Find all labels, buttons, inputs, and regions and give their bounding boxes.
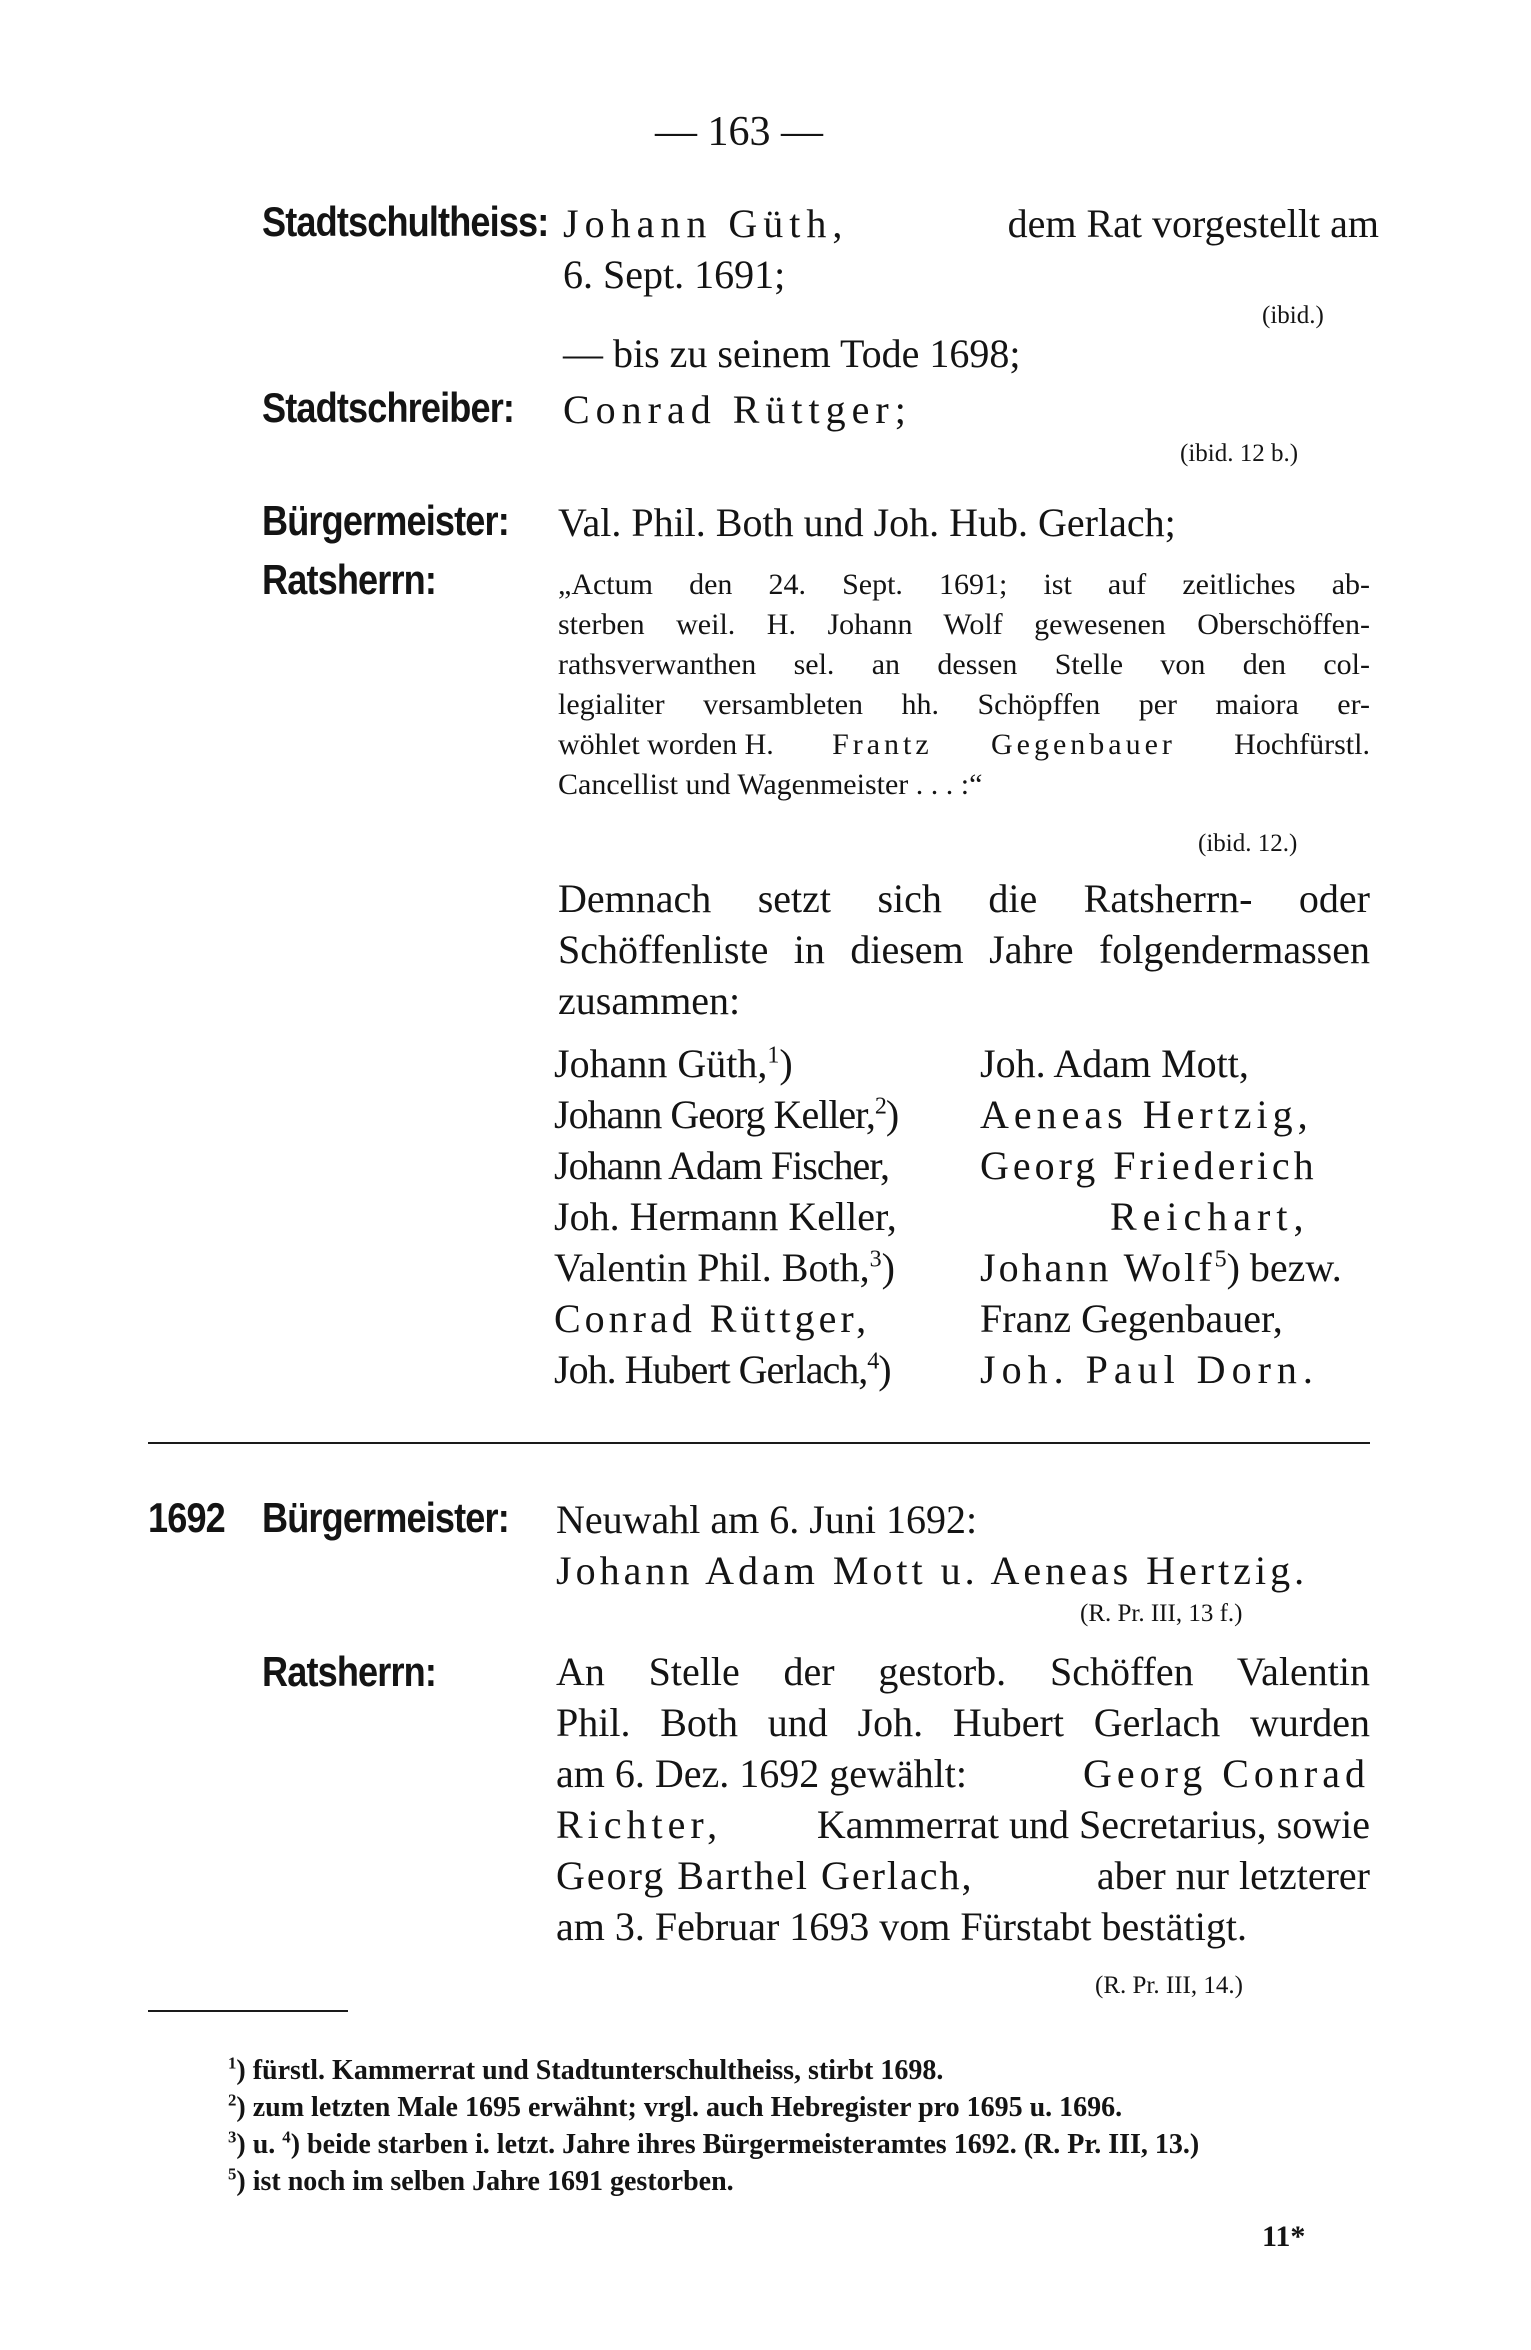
list-item: Johann Güth,$^1$) [554, 1041, 793, 1086]
section-divider [148, 1442, 1370, 1444]
demnach-line: Schöffenliste in diesem Jahre folgendermassen [558, 927, 1370, 972]
name-frantz: Frantz [832, 728, 933, 761]
signature-mark: 11* [1262, 2220, 1306, 2253]
rat-line: An Stelle der gestorb. Schöffen Valentin [556, 1649, 1370, 1694]
label-buergermeister-2: Bürgermeister: [262, 1494, 509, 1541]
footnote-divider [148, 2010, 348, 2012]
label-stadtschreiber: Stadtschreiber: [262, 384, 515, 431]
ratsherrn-1692-paragraph [556, 1646, 1370, 1952]
list-right-column [980, 1038, 1380, 1395]
footnote: $^3$) u. $^4$) beide starben i. letzt. Jahre ihres Bürgermeisteramtes 1692. (R. Pr. III, 13.) [228, 2127, 1200, 2160]
quote-line-5-b: Hochfürstl. [1234, 728, 1370, 761]
list-item: Johann Wolf$^5$) bezw. [980, 1245, 1342, 1290]
quote-actum [558, 565, 1370, 805]
footnote: $^2$) zum letzten Male 1695 erwähnt; vrgl. auch Hebregister pro 1695 u. 1696. [228, 2090, 1123, 2123]
rat-line: Richter, Kammerrat und Secretarius, sowie [556, 1802, 1370, 1847]
demnach-paragraph [558, 873, 1370, 1026]
label-buergermeister-1: Bürgermeister: [262, 497, 509, 544]
rat-line: Phil. Both und Joh. Hubert Gerlach wurden [556, 1700, 1370, 1745]
buergermeister-text-1: Val. Phil. Both und Joh. Hub. Gerlach; [558, 500, 1176, 545]
list-item: Valentin Phil. Both,$^3$) [554, 1245, 895, 1290]
footnote: $^5$) ist noch im selben Jahre 1691 gestorben. [228, 2164, 734, 2197]
label-ratsherrn-2: Ratsherrn: [262, 1648, 437, 1695]
list-item: Joh. Adam Mott, [980, 1041, 1249, 1086]
bm-1692-line-1: Neuwahl am 6. Juni 1692: [556, 1497, 978, 1542]
ref-rpr-14: (R. Pr. III, 14.) [1095, 1972, 1243, 1999]
year-1692: 1692 [148, 1494, 225, 1541]
quote-line: rathsverwanthen sel. an dessen Stelle von den col- [558, 648, 1370, 681]
quote-line: Cancellist und Wagenmeister . . . :“ [558, 768, 983, 801]
schultheiss-line-1-rest: dem Rat vorgestellt am [1007, 201, 1379, 246]
name-gegenbauer: Gegenbauer [990, 728, 1176, 761]
footnotes [228, 2052, 1199, 2200]
list-item: Georg Friederich [980, 1143, 1318, 1188]
page-number: — 163 — [655, 109, 823, 155]
list-item: Joh. Paul Dorn. [980, 1347, 1319, 1392]
schultheiss-line-1 [563, 198, 1379, 249]
footnote: $^1$) fürstl. Kammerrat und Stadtunterschultheiss, stirbt 1698. [228, 2053, 944, 2086]
rat-line: am 6. Dez. 1692 gewählt: Georg Conrad [556, 1751, 1370, 1796]
list-item: Aeneas Hertzig, [980, 1092, 1313, 1137]
ref-ibid-12b: (ibid. 12 b.) [1180, 440, 1299, 467]
list-item: Franz Gegenbauer, [980, 1296, 1283, 1341]
name-conrad-ruettger: Conrad Rüttger; [563, 387, 912, 432]
label-stadtschultheiss: Stadtschultheiss: [262, 198, 549, 245]
rat-line: Georg Barthel Gerlach, aber nur letzterer [556, 1853, 1370, 1898]
list-item: Reichart, [1110, 1194, 1310, 1239]
demnach-line: Demnach setzt sich die Ratsherrn- oder [558, 876, 1370, 921]
quote-line: „Actum den 24. Sept. 1691; ist auf zeitliches ab- [558, 568, 1370, 601]
schultheiss-line-2: 6. Sept. 1691; [563, 252, 786, 297]
quote-line: sterben weil. H. Johann Wolf gewesenen Oberschöffen- [558, 608, 1370, 641]
list-item: Johann Georg Keller,$^2$) [554, 1092, 899, 1137]
list-item: Johann Adam Fischer, [554, 1143, 890, 1188]
demnach-line: zusammen: [558, 978, 741, 1023]
name-johann-gueth: Johann Güth, [563, 201, 849, 246]
list-item: Joh. Hubert Gerlach,$^4$) [554, 1347, 891, 1392]
quote-line-5-a: wöhlet worden H. [558, 728, 774, 761]
list-item: Conrad Rüttger, [554, 1296, 871, 1341]
label-ratsherrn-1: Ratsherrn: [262, 556, 437, 603]
ref-rpr-13f: (R. Pr. III, 13 f.) [1080, 1600, 1243, 1627]
quote-line [558, 725, 1370, 765]
quote-line: legialiter versambleten hh. Schöpffen per maiora er- [558, 688, 1370, 721]
schultheiss-line-3: — bis zu seinem Tode 1698; [563, 331, 1021, 376]
bm-1692-line-2: Johann Adam Mott u. Aeneas Hertzig. [556, 1548, 1309, 1593]
list-item: Joh. Hermann Keller, [554, 1194, 897, 1239]
ref-ibid-12: (ibid. 12.) [1198, 830, 1298, 857]
ref-ibid-1: (ibid.) [1262, 302, 1324, 329]
rat-line: am 3. Februar 1693 vom Fürstabt bestätigt. [556, 1904, 1248, 1949]
list-left-column [554, 1038, 954, 1395]
